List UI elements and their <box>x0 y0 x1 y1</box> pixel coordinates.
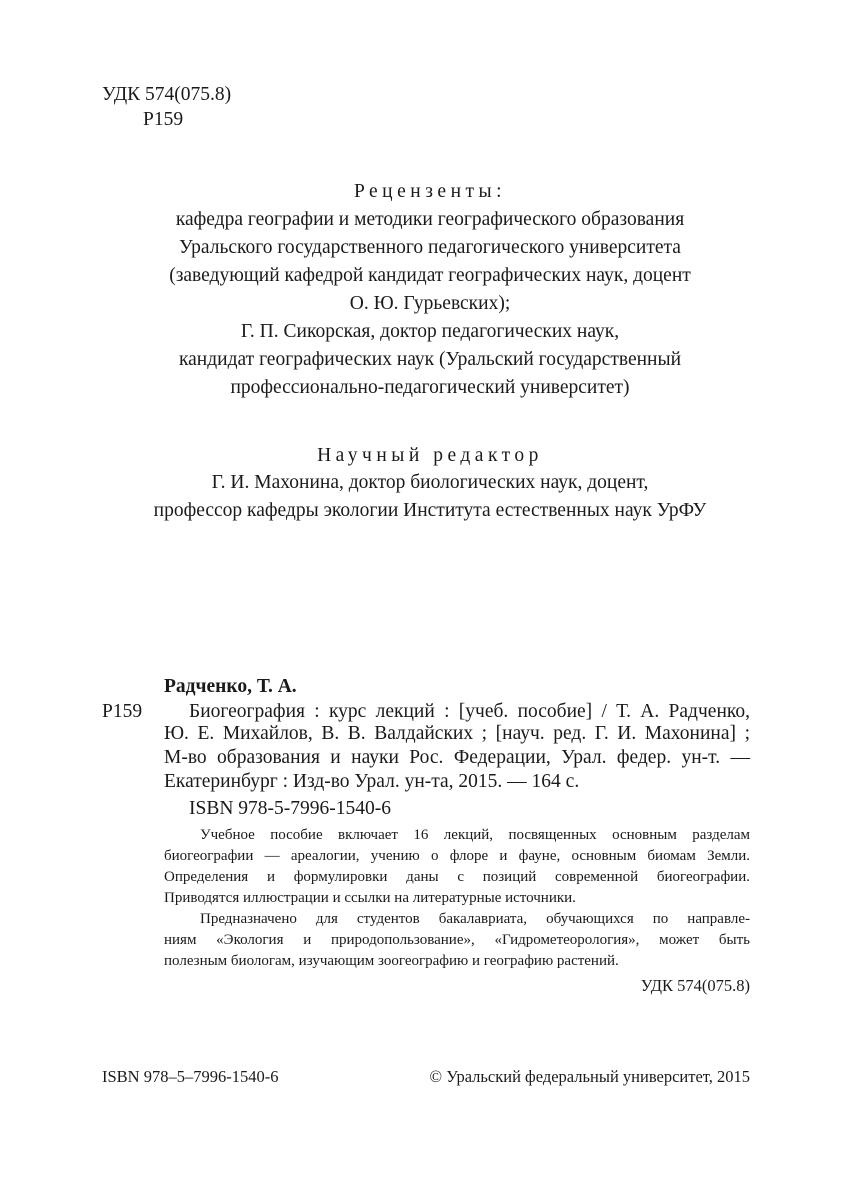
reviewers-line: (заведующий кафедрой кандидат географических наук, доцент <box>169 265 691 286</box>
abstract-line: ниям «Экология и природопользование», «Гидрометеорология», может быть <box>164 932 750 948</box>
catalog-isbn: ISBN 978-5-7996-1540-6 <box>189 798 392 819</box>
catalog-line: Ю. Е. Михайлов, В. В. Валдайских ; [науч. ред. Г. И. Махонина] ; <box>164 723 750 744</box>
reviewers-block <box>80 206 780 402</box>
abstract-line: Приводятся иллюстрации и ссылки на литературные источники. <box>164 890 576 906</box>
abstract-line: Предназначено для студентов бакалавриата, обучающихся по направле- <box>200 911 750 927</box>
udk-top-index: Р159 <box>143 109 184 130</box>
reviewers-line: кандидат географических наук (Уральский государственный <box>178 349 682 370</box>
editor-line: Г. И. Махонина, доктор биологических наук, доцент, <box>211 472 649 493</box>
catalog-author: Радченко, Т. А. <box>164 676 297 697</box>
catalog-line: Екатеринбург : Изд-во Урал. ун-та, 2015. — 164 с. <box>164 771 580 792</box>
editor-heading: Научный редактор <box>317 445 543 466</box>
editor-block <box>80 469 780 525</box>
reviewers-line: Г. П. Сикорская, доктор педагогических наук, <box>240 321 620 342</box>
catalog-description-cont <box>164 722 750 794</box>
catalog-line: Биогеография : курс лекций : [учеб. пособие] / Т. А. Радченко, <box>189 701 750 722</box>
abstract-paragraph-1 <box>164 825 750 909</box>
reviewers-line: профессионально-педагогический университет) <box>230 377 630 398</box>
reviewers-line: Уральского государственного педагогического университета <box>179 237 681 258</box>
abstract-line: Определения и формулировки даны с позиций современной биогеографии. <box>164 869 750 885</box>
reviewers-line: кафедра географии и методики географического образования <box>175 209 685 230</box>
abstract-line: полезным биологам, изучающим зоогеографию и географию растений. <box>164 953 619 969</box>
footer-isbn: ISBN 978–5–7996-1540-6 <box>102 1067 279 1086</box>
editor-line: профессор кафедры экологии Института естественных наук УрФУ <box>153 500 707 521</box>
abstract-line: биогеографии — ареалогии, учению о флоре и фауне, основным биомам Земли. <box>164 848 750 864</box>
reviewers-heading: Рецензенты: <box>353 181 507 202</box>
catalog-line: М-во образования и науки Рос. Федерации, Урал. федер. ун-т. — <box>164 747 750 768</box>
catalog-index: Р159 <box>102 701 143 722</box>
abstract-paragraph-2 <box>164 909 750 972</box>
reviewers-line: О. Ю. Гурьевских); <box>349 293 511 314</box>
abstract-line: Учебное пособие включает 16 лекций, посвященных основным разделам <box>200 827 750 843</box>
catalog-udk: УДК 574(075.8) <box>640 976 750 995</box>
udk-top: УДК 574(075.8) <box>102 84 232 105</box>
footer-copyright: © Уральский федеральный университет, 2015 <box>429 1067 750 1086</box>
